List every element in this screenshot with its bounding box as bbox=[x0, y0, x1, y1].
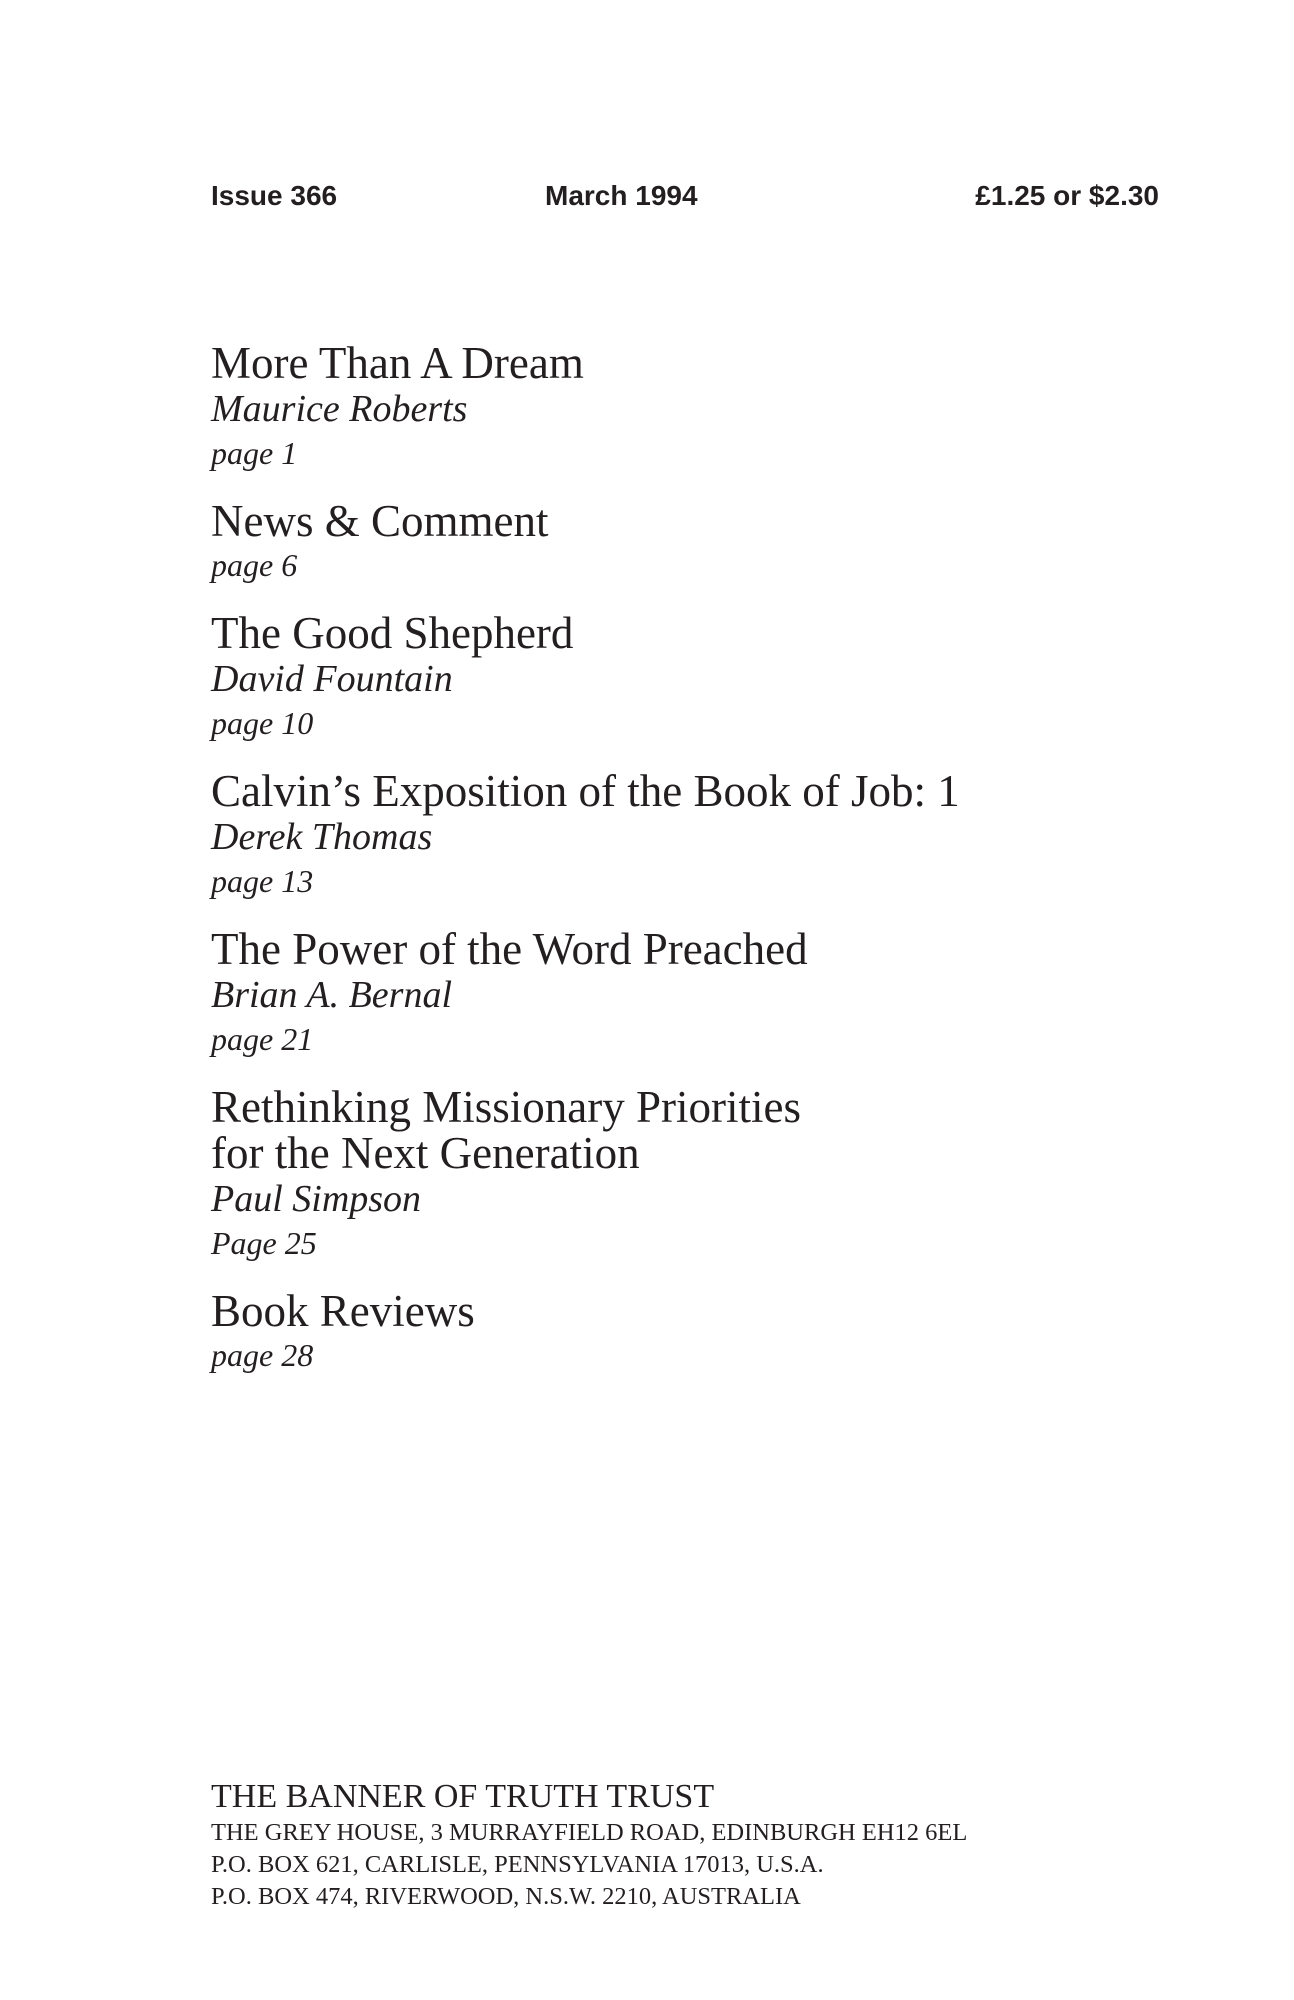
entry-title: Calvin’s Exposition of the Book of Job: 1 bbox=[211, 766, 960, 816]
issue-number: Issue 366 bbox=[211, 180, 338, 211]
entry-page: page 21 bbox=[211, 1021, 314, 1057]
issue-price: £1.25 or $2.30 bbox=[975, 180, 1159, 211]
issue-date: March 1994 bbox=[545, 180, 698, 211]
contents-entry bbox=[211, 340, 1211, 474]
issue-header bbox=[211, 176, 1159, 216]
entry-author: Maurice Roberts bbox=[211, 388, 468, 430]
entry-title: More Than A Dream bbox=[211, 338, 584, 388]
contents-entry bbox=[211, 926, 1211, 1060]
contents-entry bbox=[211, 768, 1211, 902]
entry-page: page 10 bbox=[211, 705, 314, 741]
entry-title: Rethinking Missionary Priorities for the Next Generation bbox=[211, 1082, 801, 1178]
entry-page: Page 25 bbox=[211, 1225, 317, 1261]
entry-page: page 6 bbox=[211, 547, 298, 583]
contents-entry bbox=[211, 1084, 1211, 1264]
entry-author: Paul Simpson bbox=[211, 1178, 422, 1220]
entry-page: page 28 bbox=[211, 1337, 314, 1373]
entry-page: page 1 bbox=[211, 435, 298, 471]
publisher-name: THE BANNER OF TRUTH TRUST bbox=[211, 1778, 715, 1815]
publisher-address: THE GREY HOUSE, 3 MURRAYFIELD ROAD, EDINBURGH EH12 6EL bbox=[211, 1819, 968, 1846]
publisher-footer bbox=[211, 1777, 1261, 1913]
entry-author: Derek Thomas bbox=[211, 816, 433, 858]
entry-author: Brian A. Bernal bbox=[211, 974, 453, 1016]
entry-author: David Fountain bbox=[211, 658, 453, 700]
contents-entry bbox=[211, 498, 1211, 586]
table-of-contents bbox=[211, 340, 1211, 1400]
entry-title: Book Reviews bbox=[211, 1286, 475, 1336]
publisher-address: P.O. BOX 474, RIVERWOOD, N.S.W. 2210, AUSTRALIA bbox=[211, 1883, 801, 1910]
entry-title: The Power of the Word Preached bbox=[211, 924, 808, 974]
publisher-address: P.O. BOX 621, CARLISLE, PENNSYLVANIA 17013, U.S.A. bbox=[211, 1851, 824, 1878]
contents-entry bbox=[211, 610, 1211, 744]
entry-page: page 13 bbox=[211, 863, 314, 899]
contents-entry bbox=[211, 1288, 1211, 1376]
entry-title: The Good Shepherd bbox=[211, 608, 574, 658]
entry-title: News & Comment bbox=[211, 496, 549, 546]
